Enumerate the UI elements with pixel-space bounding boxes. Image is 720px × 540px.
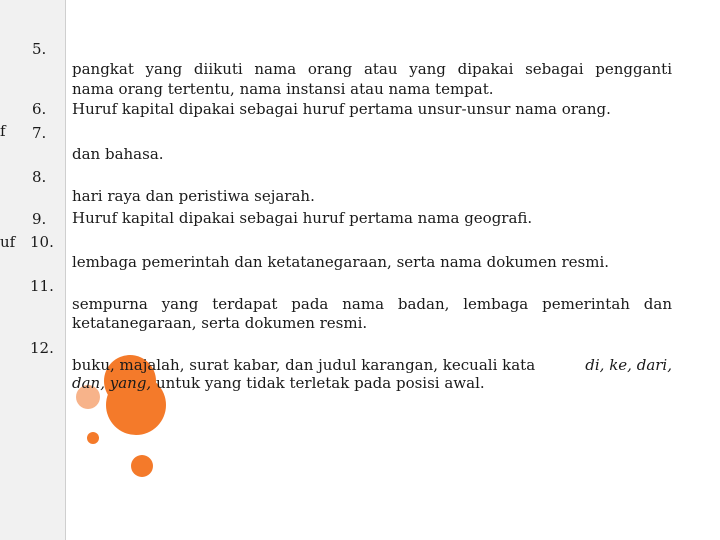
text-line: hari raya dan peristiwa sejarah. — [72, 187, 315, 205]
text-line: sempurna yang terdapat pada nama badan, lembaga pemerintah dan — [72, 295, 672, 313]
italic-words: dan, yang, — [72, 374, 152, 392]
text-line: Huruf kapital dipakai sebagai huruf pertama nama geografi. — [72, 209, 533, 227]
list-number: 8. — [32, 168, 47, 186]
panel-divider — [65, 0, 66, 540]
left-fragment-top: f — [0, 122, 6, 140]
text-line: dan bahasa. — [72, 145, 164, 163]
text-line — [72, 374, 485, 392]
list-number: 7. — [32, 124, 47, 142]
text-line: nama orang tertentu, nama instansi atau nama tempat. — [72, 80, 494, 98]
italic-words: di, ke, dari, — [585, 356, 672, 374]
list-number: 10. — [30, 233, 54, 251]
left-fragment-middle: uf — [0, 233, 16, 251]
text-segment: buku, majalah, surat kabar, dan judul karangan, kecuali kata — [72, 356, 536, 374]
text-line: Huruf kapital dipakai sebagai huruf pertama unsur-unsur nama orang. — [72, 100, 611, 118]
text-line — [72, 356, 672, 374]
list-number: 12. — [30, 339, 54, 357]
list-number: 9. — [32, 210, 47, 228]
list-number: 5. — [32, 40, 47, 58]
left-panel — [0, 0, 65, 540]
text-line: lembaga pemerintah dan ketatanegaraan, serta nama dokumen resmi. — [72, 253, 610, 271]
list-number: 6. — [32, 100, 47, 118]
decorative-circle — [131, 455, 153, 477]
list-number: 11. — [30, 277, 54, 295]
decorative-circle — [87, 432, 99, 444]
text-line: pangkat yang diikuti nama orang atau yang dipakai sebagai pengganti — [72, 60, 672, 78]
text-segment: untuk yang tidak terletak pada posisi awal. — [155, 374, 485, 392]
text-line: ketatanegaraan, serta dokumen resmi. — [72, 314, 368, 332]
